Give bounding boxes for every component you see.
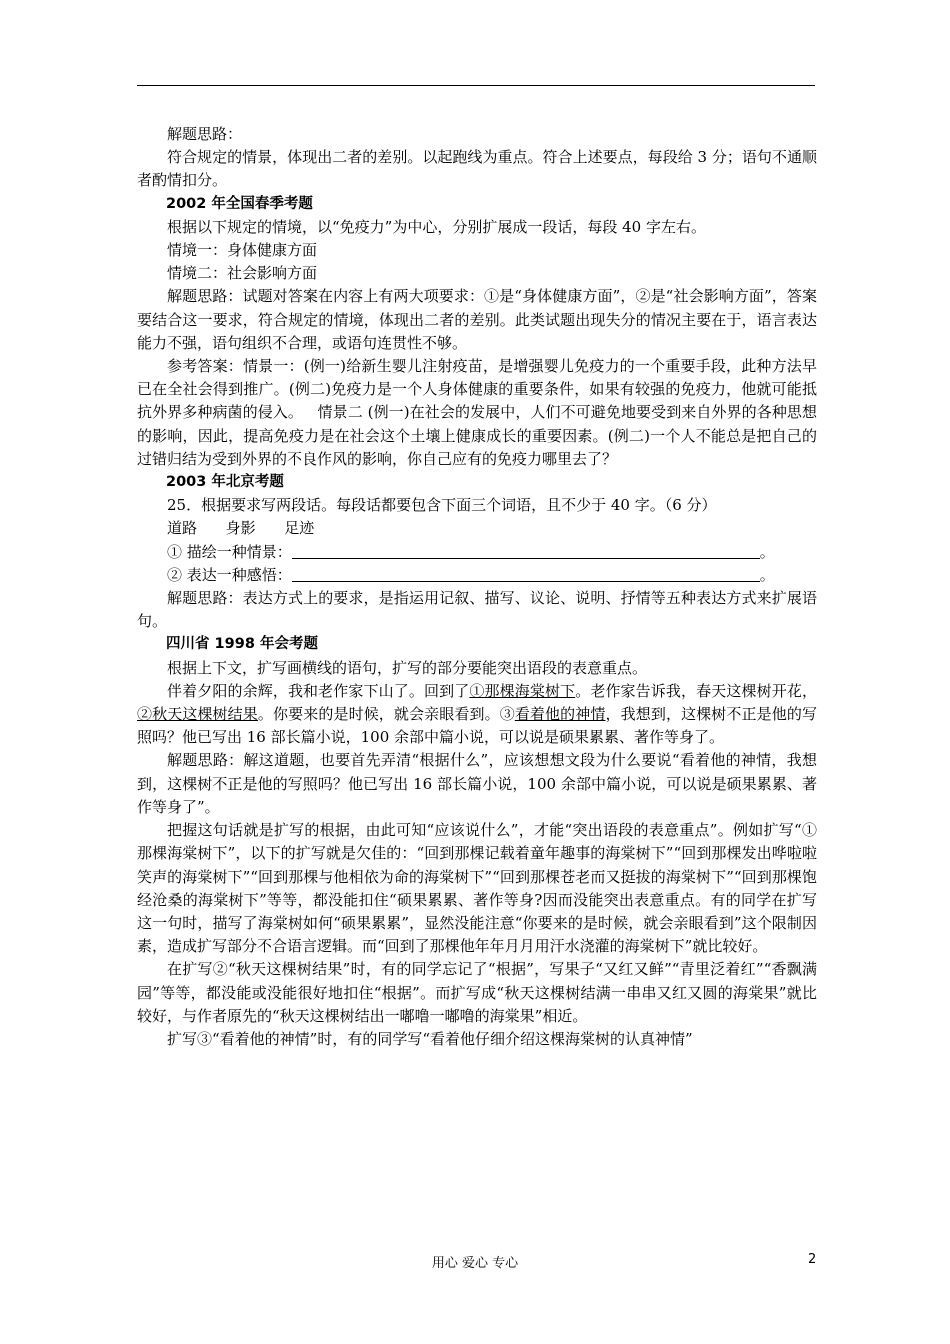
paragraph: 把握这句话就是扩写的根据，由此可知“应该说什么”，才能“突出语段的表意重点”。例如扩写“①那棵海棠树下”，以下的扩写就是欠佳的：“回到那棵记载着童年趣事的海棠树下”“回到那棵发出哗啦啦笑声的海棠树下”“回到那棵与他相依为命的海棠树下”“回到那棵苍老而又挺拔的海棠树下”“回到那棵饱经沧桑的海棠树下”等等，都没能扣住“硕果累累、著作等身?因而没能突出表意重点。有的同学在扩写这一句时，描写了海棠树如何“硕果累累”，显然没能注意“你要来的是时候，就会亲眼看到”这个限制因素，造成扩写部分不合语言逻辑。而“回到了那棵他年年月月用汗水浇灌的海棠树下”就比较好。 [137, 821, 817, 956]
answer-label: ② 表达一种感悟： [167, 565, 292, 584]
section-heading: 四川省 1998 年会考题 [166, 636, 318, 653]
page-number: 2 [808, 1252, 817, 1267]
paragraph: 扩写③“看着他的神情”时，有的同学写“看着他仔细介绍这棵海棠树的认真神情” [167, 1029, 693, 1048]
paragraph: 解题思路：试题对答案在内容上有两大项要求：①是“身体健康方面”，②是“社会影响方面”，答案要结合这一要求，符合规定的情境，体现出二者的差别。此类试题出现失分的情况主要在于，语言表达能力不强，语句组织不合理，或语句连贯性不够。 [137, 287, 817, 352]
footer-text: 用心 爱心 专心 [431, 1256, 519, 1271]
passage-text: ，我想到，这棵树不正是他的写照吗？他已写出 16 部长篇小说，100 余部中篇小说，可以说是硕果累累、著作等身了。 [137, 705, 817, 747]
passage-text: 。老作家告诉我，春天这棵树开花， [575, 681, 817, 700]
answer-blank [292, 566, 760, 582]
paragraph: 符合规定的情景，体现出二者的差别。以起跑线为重点。符合上述要点，每段给 3 分；语句不通顺者酌情扣分。 [137, 148, 817, 190]
paragraph: 解题思路：解这道题，也要首先弄清“根据什么”，应该想想文段为什么要说“看着他的神情，我想到，这棵树不正是他的写照吗？他已写出 16 部长篇小说，100 余部中篇小说，可以说是硕果累累、著作等身了”。 [137, 751, 817, 816]
underlined-phrase: ①那棵海棠树下 [469, 681, 576, 700]
paragraph: 参考答案：情景一：(例一)给新生婴儿注射疫苗，是增强婴儿免疫力的一个重要手段，此种方法早已在全社会得到推广。(例二)免疫力是一个人身体健康的重要条件，如果有较强的免疫力，他就可能抵抗外界多种病菌的侵入。 情景二 (例一)在社会的发展中，人们不可避免地要受到来自外界的各种思想的影响，因此，提高免疫力是在社会这个土壤上健康成长的重要因素。(例二)一个人不能总是把自己的过错归结为受到外界的不良作风的影响，你自己应有的免疫力哪里去了？ [137, 357, 817, 468]
section-heading: 2002 年全国春季考题 [166, 195, 313, 212]
answer-line [137, 541, 817, 564]
underlined-phrase: 看着他的神情 [514, 705, 606, 724]
paragraph: 解题思路：表达方式上的要求，是指运用记叙、描写、议论、说明、抒情等五种表达方式来扩展语句。 [137, 589, 817, 631]
paragraph: 根据以下规定的情境，以“免疫力”为中心，分别扩展成一段话，每段 40 字左右。 [167, 217, 706, 236]
word-list: 道路 身影 足迹 [167, 519, 315, 538]
paragraph: 在扩写②“秋天这棵树结果”时，有的同学忘记了“根据”，写果子“又红又鲜”“青里泛着红”“香飘满园”等等，都没能或没能很好地扣住“根据”。而扩写成“秋天这棵树结满一串串又红又圆的海棠果”就比较好，与作者原先的“秋天这棵树结出一嘟噜一嘟噜的海棠果”相近。 [137, 960, 817, 1025]
paragraph: 解题思路： [167, 125, 243, 143]
answer-blank [292, 543, 760, 559]
paragraph: 情境一：身体健康方面 [167, 241, 318, 260]
underlined-phrase: ②秋天这棵树结果 [137, 705, 258, 724]
answer-end: 。 [759, 565, 775, 584]
document-body [137, 123, 817, 1051]
answer-label: ① 描绘一种情景： [167, 542, 292, 561]
paragraph: 25．根据要求写两段话。每段话都要包含下面三个词语，且不少于 40 字。（6 分） [167, 496, 717, 515]
answer-end: 。 [759, 542, 775, 561]
paragraph: 根据上下文，扩写画横线的语句，扩写的部分要能突出语段的表意重点。 [167, 658, 648, 677]
section-heading: 2003 年北京考题 [166, 474, 284, 491]
paragraph: 情境二：社会影响方面 [167, 264, 318, 283]
passage [137, 680, 817, 750]
header-rule [137, 85, 815, 86]
answer-line [137, 564, 817, 587]
passage-text: 。你要来的是时候，就会亲眼看到。③ [257, 705, 515, 724]
passage-text: 伴着夕阳的余辉，我和老作家下山了。回到了 [167, 681, 470, 700]
